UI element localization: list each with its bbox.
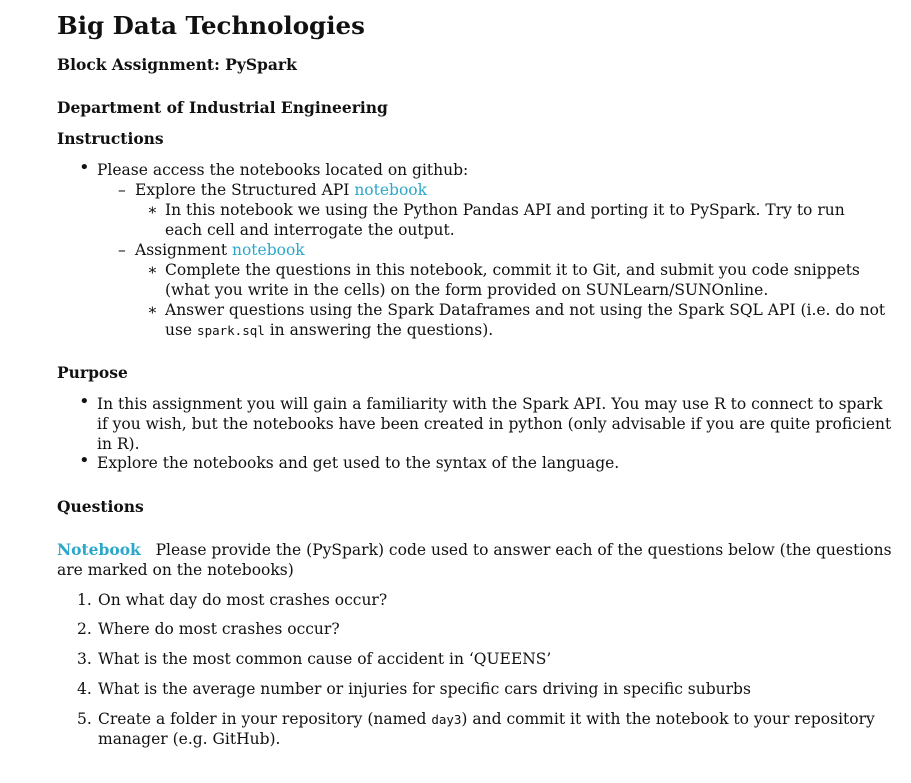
sub-1-text: Explore the Structured API [135, 181, 355, 199]
question-5-line-2: manager (e.g. GitHub). [98, 730, 281, 748]
instructions-sub-1 [135, 180, 427, 200]
instructions-heading: Instructions [57, 129, 164, 148]
purpose-bullet-2: Explore the notebooks and get used to the syntax of the language. [97, 454, 620, 472]
questions-intro-line-1 [57, 540, 892, 560]
sub-2-item-2-line-2 [165, 320, 493, 341]
text: in answering the questions). [264, 321, 494, 339]
questions-intro-line-2: are marked on the notebooks) [57, 561, 294, 579]
assignment-notebook-link[interactable]: notebook [231, 241, 305, 259]
sub-2-item-1-line-2: (what you write in the cells) on the form provided on SUNLearn/SUNOnline. [165, 281, 769, 299]
question-1: On what day do most crashes occur? [98, 591, 388, 609]
purpose-bullet-1-line-3: in R). [97, 435, 140, 453]
question-number: 3. [77, 650, 92, 668]
dash-icon: – [118, 241, 126, 259]
sub-1-item-line-2: each cell and interrogate the output. [165, 221, 455, 239]
bullet-icon: • [79, 450, 90, 471]
question-3: What is the most common cause of accident in ‘QUEENS’ [98, 650, 552, 668]
instructions-bullet-1: Please access the notebooks located on github: [97, 161, 469, 179]
document-title: Big Data Technologies [57, 11, 365, 40]
asterisk-icon: ∗ [147, 261, 158, 279]
text: ) and commit it with the notebook to your repository [461, 710, 875, 728]
question-5-line-1 [98, 709, 875, 730]
structured-api-notebook-link[interactable]: notebook [354, 181, 428, 199]
sub-2-text: Assignment [135, 241, 232, 259]
asterisk-icon: ∗ [147, 301, 158, 319]
questions-heading: Questions [57, 497, 144, 516]
question-2: Where do most crashes occur? [98, 620, 340, 638]
department: Department of Industrial Engineering [57, 98, 388, 117]
asterisk-icon: ∗ [147, 201, 158, 219]
sub-2-item-1-line-1: Complete the questions in this notebook, commit it to Git, and submit you code snippets [165, 261, 860, 279]
code-day3: day3 [431, 712, 462, 727]
sub-1-item-line-1: In this notebook we using the Python Pandas API and porting it to PySpark. Try to run [165, 201, 845, 219]
question-number: 2. [77, 620, 92, 638]
notebook-link[interactable]: Notebook [57, 540, 141, 559]
text: use [165, 321, 198, 339]
sub-2-item-2-line-1: Answer questions using the Spark Dataframes and not using the Spark SQL API (i.e. do not [165, 301, 886, 319]
bullet-icon: • [79, 157, 90, 178]
question-number: 4. [77, 680, 92, 698]
text: Create a folder in your repository (named [98, 710, 432, 728]
instructions-sub-2 [135, 240, 305, 260]
question-number: 5. [77, 710, 92, 728]
purpose-bullet-1-line-2: if you wish, but the notebooks have been created in python (only advisable if you are quite proficient [97, 415, 892, 433]
dash-icon: – [118, 181, 126, 199]
purpose-bullet-1-line-1: In this assignment you will gain a familiarity with the Spark API. You may use R to connect to spark [97, 395, 883, 413]
code-spark-sql: spark.sql [197, 323, 265, 338]
intro-text: Please provide the (PySpark) code used to answer each of the questions below (the questions [155, 541, 892, 559]
question-number: 1. [77, 591, 92, 609]
subtitle: Block Assignment: PySpark [57, 55, 297, 74]
bullet-icon: • [79, 391, 90, 412]
question-4: What is the average number or injuries for specific cars driving in specific suburbs [98, 680, 751, 698]
purpose-heading: Purpose [57, 363, 128, 382]
